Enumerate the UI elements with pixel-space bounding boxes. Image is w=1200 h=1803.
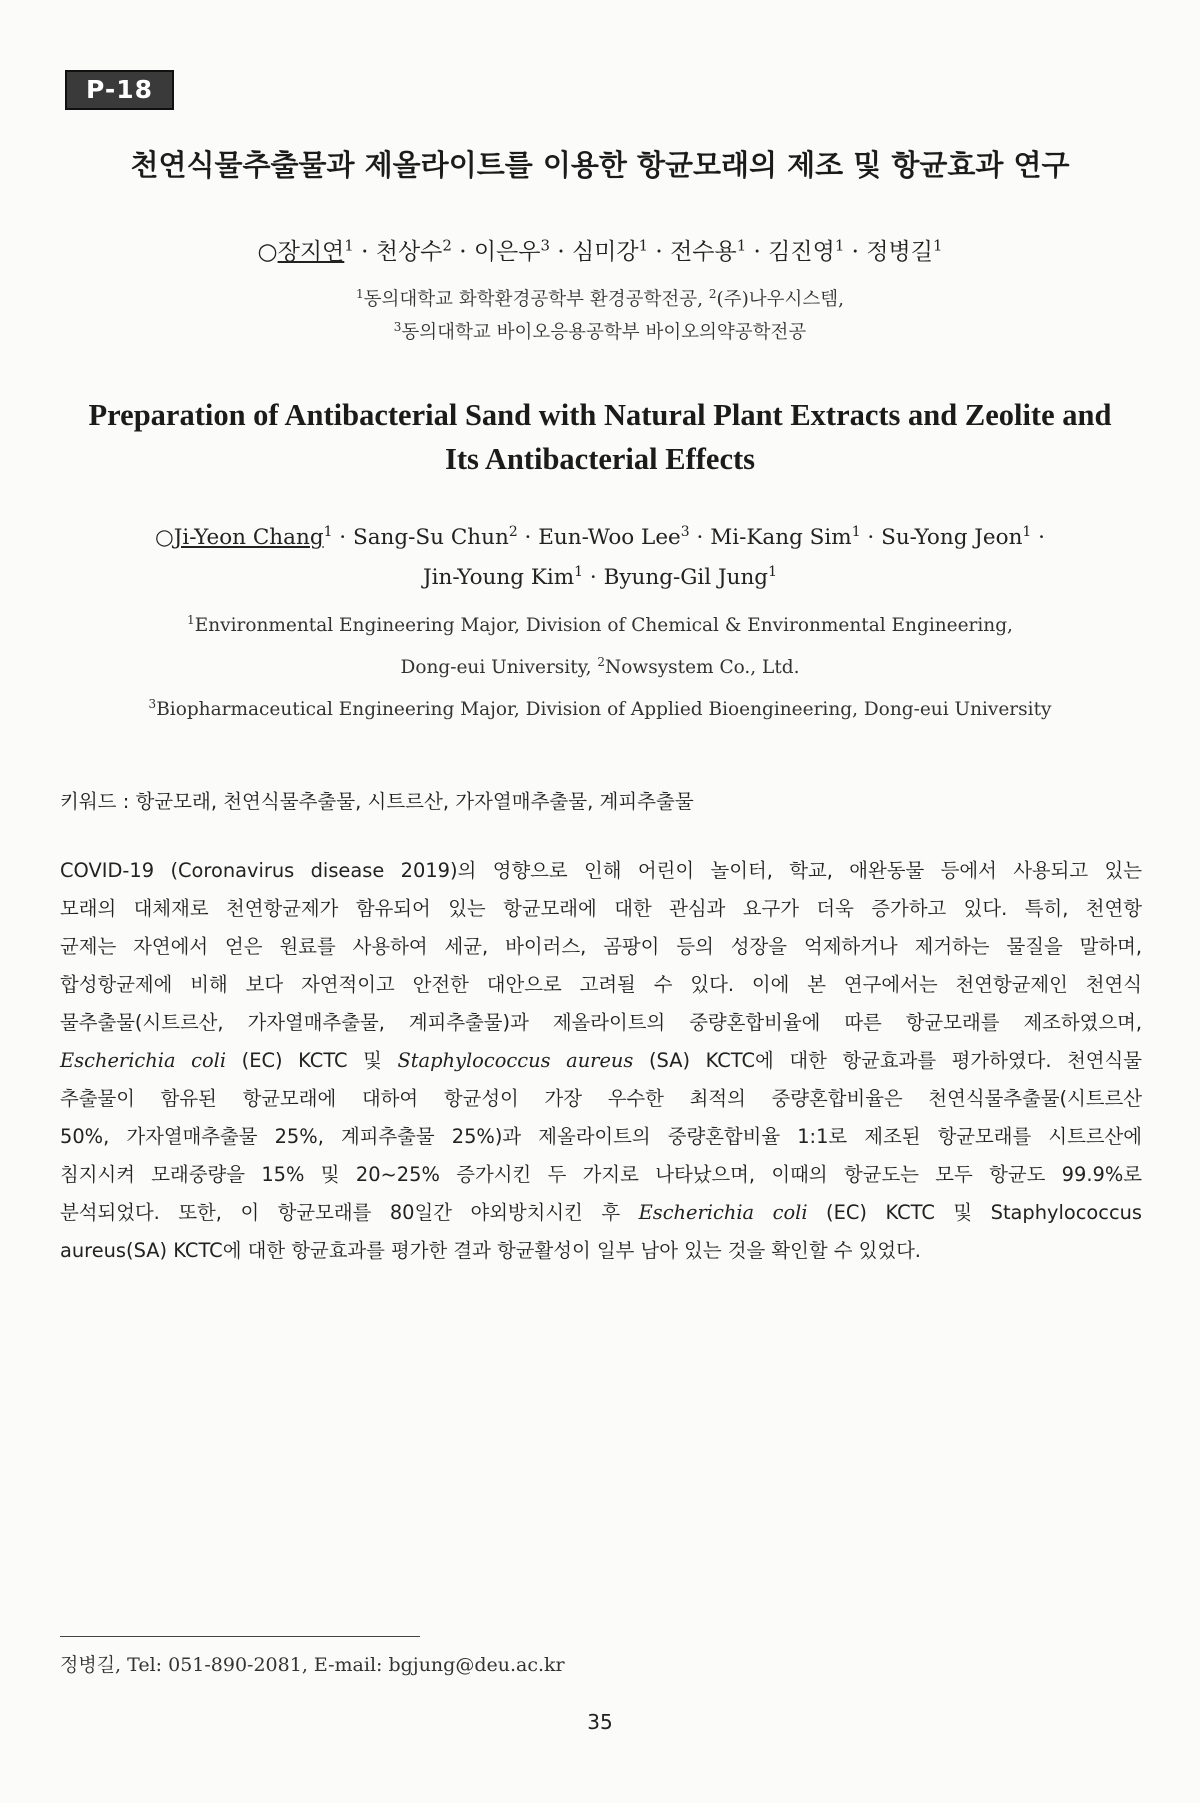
english-affiliation-line <box>40 602 1160 644</box>
affiliation-sup: 1 <box>187 613 195 627</box>
author-name: 천상수 <box>375 239 443 265</box>
author-sup: 2 <box>508 524 518 540</box>
korean-title: 천연식물추출물과 제올라이트를 이용한 항균모래의 제조 및 항균효과 연구 <box>130 148 1070 182</box>
affiliation-sup: 3 <box>148 697 157 712</box>
author-name: Sang-Su Chun <box>352 525 509 551</box>
abstract-text: (EC) KCTC 및 <box>226 1049 398 1072</box>
author-separator: · <box>451 239 474 265</box>
presenter-mark: ○ <box>155 525 174 551</box>
author-name: Eun-Woo Lee <box>538 525 681 551</box>
author-name: 심미강 <box>571 239 639 265</box>
affiliation-text: Dong-eui University, <box>400 657 598 679</box>
author-separator: · <box>353 239 376 265</box>
author-sup: 1 <box>1022 524 1032 540</box>
affiliation-text: 동의대학교 바이오응용공학부 바이오의약공학전공 <box>401 322 807 343</box>
poster-number-badge: P-18 <box>65 70 174 110</box>
author-separator: · <box>844 239 867 265</box>
author-name: Su-Yong Jeon <box>881 525 1023 551</box>
author-sup: 1 <box>638 236 649 255</box>
author-name: Jin-Young Kim <box>423 565 575 591</box>
abstract-line: 침지시켜 모래중량을 15% 및 20~25% 증가시킨 두 가지로 나타났으며, 이때의 항균도는 모두 항균도 99.9%로 <box>60 1163 1142 1186</box>
abstract-line: 물추출물(시트르산, 가자열매추출물, 계피추출물)과 제올라이트의 중량혼합비율에 따른 항균모래를 제조하였으며, <box>60 1011 1142 1034</box>
affiliation-text: 동의대학교 화학환경공학부 환경공학전공, <box>363 289 709 310</box>
author-sup: 1 <box>834 236 845 255</box>
species-name: Escherichia coli <box>638 1201 808 1224</box>
author-separator: · <box>517 525 539 551</box>
author-separator: · <box>1031 525 1045 551</box>
english-authors <box>40 515 1160 595</box>
abstract-line: aureus(SA) KCTC에 대한 항균효과를 평가한 결과 항균활성이 일부 남아 있는 것을 확인할 수 있었다. <box>60 1239 921 1262</box>
author-sup: 1 <box>574 564 584 581</box>
author-separator: · <box>332 525 353 551</box>
abstract-line: 50%, 가자열매추출물 25%, 계피추출물 25%)과 제올라이트의 중량혼합비율 1:1로 제조된 항균모래를 시트르산에 <box>60 1125 1142 1148</box>
author-sup: 1 <box>736 236 747 255</box>
abstract-line: 균제는 자연에서 얻은 원료를 사용하여 세균, 바이러스, 곰팡이 등의 성장을 억제하거나 제거하는 물질을 말하며, <box>60 935 1142 958</box>
presenting-author: 장지연 <box>277 239 345 265</box>
corresponding-author-footnote: 정병길, Tel: 051-890-2081, E-mail: bgjung@deu.ac.kr <box>60 1654 565 1676</box>
english-affiliation-line <box>40 644 1160 686</box>
footnote-divider <box>60 1636 420 1637</box>
author-separator: · <box>648 239 671 265</box>
english-authors-line <box>40 515 1160 555</box>
affiliation-sup: 2 <box>597 655 606 670</box>
author-separator: · <box>746 239 769 265</box>
page-number: 35 <box>587 1710 613 1734</box>
korean-authors <box>0 233 1200 266</box>
author-sup: 1 <box>932 236 943 255</box>
abstract-text: (EC) KCTC 및 Staphylococcus <box>807 1201 1142 1224</box>
species-name: Staphylococcus aureus <box>397 1049 634 1072</box>
english-affiliation-line <box>40 686 1160 728</box>
abstract-line: 합성항균제에 비해 보다 자연적이고 안전한 대안으로 고려될 수 있다. 이에 본 연구에서는 천연항균제인 천연식 <box>60 973 1142 996</box>
author-sup: 2 <box>442 236 452 255</box>
author-name: 전수용 <box>670 239 737 265</box>
author-sup: 3 <box>680 524 690 540</box>
affiliation-sup: 1 <box>355 286 364 301</box>
korean-affiliation-line <box>0 318 1200 344</box>
author-name: Mi-Kang Sim <box>710 525 852 551</box>
affiliation-text: Nowsystem Co., Ltd. <box>605 657 800 679</box>
author-separator: · <box>550 239 572 265</box>
abstract-text: 분석되었다. 또한, 이 항균모래를 80일간 야외방치시킨 후 <box>60 1201 639 1224</box>
abstract-line: COVID-19 (Coronavirus disease 2019)의 영향으로 인해 어린이 놀이터, 학교, 애완동물 등에서 사용되고 있는 <box>60 859 1142 882</box>
abstract-line <box>60 1042 1142 1080</box>
author-name: Byung-Gil Jung <box>603 565 769 591</box>
english-authors-line <box>40 555 1160 595</box>
author-name: 김진영 <box>768 239 835 265</box>
author-sup: 1 <box>323 524 333 540</box>
author-sup: 1 <box>768 564 777 581</box>
english-title-line: Preparation of Antibacterial Sand with Natural Plant Extracts and Zeolite and <box>88 398 1112 432</box>
affiliation-text: Biopharmaceutical Engineering Major, Division of Applied Bioengineering, Dong-eui University <box>156 699 1052 721</box>
korean-affiliation-line <box>0 285 1200 311</box>
affiliation-sup: 2 <box>708 286 717 301</box>
affiliation-text: Environmental Engineering Major, Division of Chemical & Environmental Engineering, <box>194 615 1013 637</box>
author-name: 이은우 <box>473 239 541 265</box>
affiliation-sup: 3 <box>393 319 402 334</box>
author-name: 정병길 <box>866 239 933 265</box>
english-title <box>40 393 1160 481</box>
abstract-body <box>60 852 1142 1270</box>
abstract-text: (SA) KCTC에 대한 항균효과를 평가하였다. 천연식물 <box>633 1049 1142 1072</box>
author-sup: 1 <box>344 236 354 255</box>
presenter-mark: ○ <box>257 239 278 265</box>
english-title-line: Its Antibacterial Effects <box>444 442 756 476</box>
affiliation-text: (주)나우시스템, <box>716 289 845 310</box>
english-affiliations <box>40 602 1160 728</box>
presenting-author: Ji-Yeon Chang <box>173 525 324 551</box>
author-separator: · <box>689 525 711 551</box>
abstract-line: 모래의 대체재로 천연항균제가 함유되어 있는 항균모래에 대한 관심과 요구가 더욱 증가하고 있다. 특히, 천연항 <box>60 897 1142 920</box>
author-sup: 3 <box>540 236 551 255</box>
author-separator: · <box>860 525 882 551</box>
author-sup: 1 <box>851 524 861 540</box>
abstract-line: 추출물이 함유된 항균모래에 대하여 항균성이 가장 우수한 최적의 중량혼합비율은 천연식물추출물(시트르산 <box>60 1087 1142 1110</box>
keywords-line: 키워드 : 항균모래, 천연식물추출물, 시트르산, 가자열매추출물, 계피추출물 <box>60 790 694 813</box>
species-name: Escherichia coli <box>60 1049 227 1072</box>
abstract-line <box>60 1194 1142 1232</box>
author-separator: · <box>583 565 604 591</box>
